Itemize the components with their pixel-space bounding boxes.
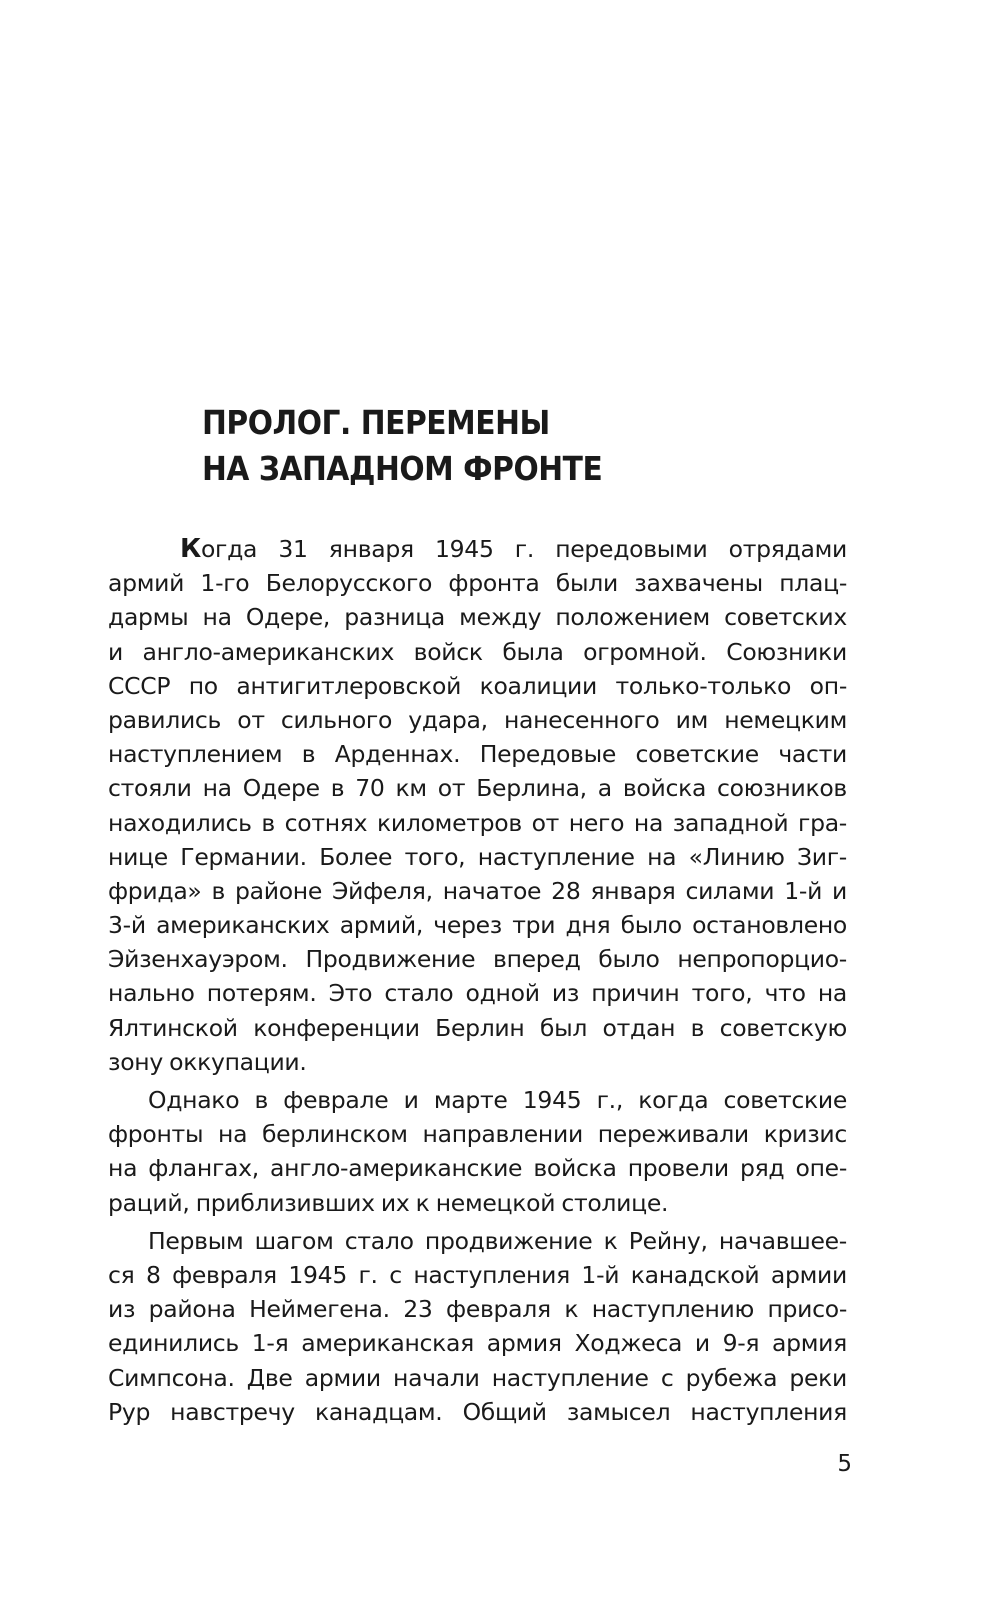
- chapter-title-line-1: ПРОЛОГ. ПЕРЕМЕНЫ: [202, 403, 550, 442]
- text-line: наступлением в Арденнах. Передовые советские части: [108, 740, 847, 769]
- text-line: Симпсона. Две армии начали наступление с рубежа реки: [108, 1363, 847, 1392]
- text-line: Эйзенхауэром. Продвижение вперед было непропорцио-: [108, 945, 847, 974]
- drop-cap: К: [180, 534, 201, 564]
- text-line: 3-й американских армий, через три дня было остановлено: [108, 911, 847, 940]
- text-line: нице Германии. Более того, наступление на «Линию Зиг-: [108, 842, 847, 871]
- text-line: из района Неймегена. 23 февраля к наступлению присо-: [108, 1295, 847, 1324]
- text-line: Ялтинской конференции Берлин был отдан в советскую: [108, 1013, 847, 1042]
- page-number: 5: [837, 1451, 852, 1477]
- text-line: нально потерям. Это стало одной из причин того, что на: [108, 979, 847, 1008]
- text-line: фрида» в районе Эйфеля, начатое 28 января силами 1-й и: [108, 876, 847, 905]
- text-line: равились от сильного удара, нанесенного им немецким: [108, 705, 847, 734]
- text-line-content: огда 31 января 1945 г. передовыми отрядами: [200, 535, 847, 563]
- text-line: армий 1-го Белорусского фронта были захвачены плац-: [108, 569, 847, 598]
- chapter-title-line-2: НА ЗАПАДНОМ ФРОНТЕ: [202, 449, 603, 488]
- text-line: [108, 532, 847, 566]
- chapter-body: [108, 532, 847, 1429]
- text-line: стояли на Одере в 70 км от Берлина, а войска союзников: [108, 774, 847, 803]
- text-line: и англо-американских войск была огромной. Союзники: [108, 637, 847, 666]
- text-line: дармы на Одере, разница между положением советских: [108, 603, 847, 632]
- text-line: Рур навстречу канадцам. Общий замысел наступления: [108, 1397, 847, 1426]
- text-line: Первым шагом стало продвижение к Рейну, начавшее-: [148, 1226, 847, 1255]
- text-line: единились 1-я американская армия Ходжеса и 9-я армия: [108, 1329, 847, 1358]
- text-line: зону оккупации.: [108, 1047, 307, 1076]
- chapter-title: [202, 400, 778, 492]
- text-line: Однако в феврале и марте 1945 г., когда советские: [148, 1086, 847, 1114]
- text-line: ся 8 февраля 1945 г. с наступления 1-й канадской армии: [108, 1260, 847, 1289]
- text-line: фронты на берлинском направлении переживали кризис: [108, 1120, 847, 1149]
- text-line: на флангах, англо-американские войска провели ряд опе-: [108, 1154, 847, 1183]
- text-line: раций, приблизивших их к немецкой столице.: [108, 1188, 669, 1217]
- text-line: СССР по антигитлеровской коалиции только-только оп-: [108, 671, 847, 700]
- text-line: находились в сотнях километров от него на западной гра-: [108, 808, 847, 837]
